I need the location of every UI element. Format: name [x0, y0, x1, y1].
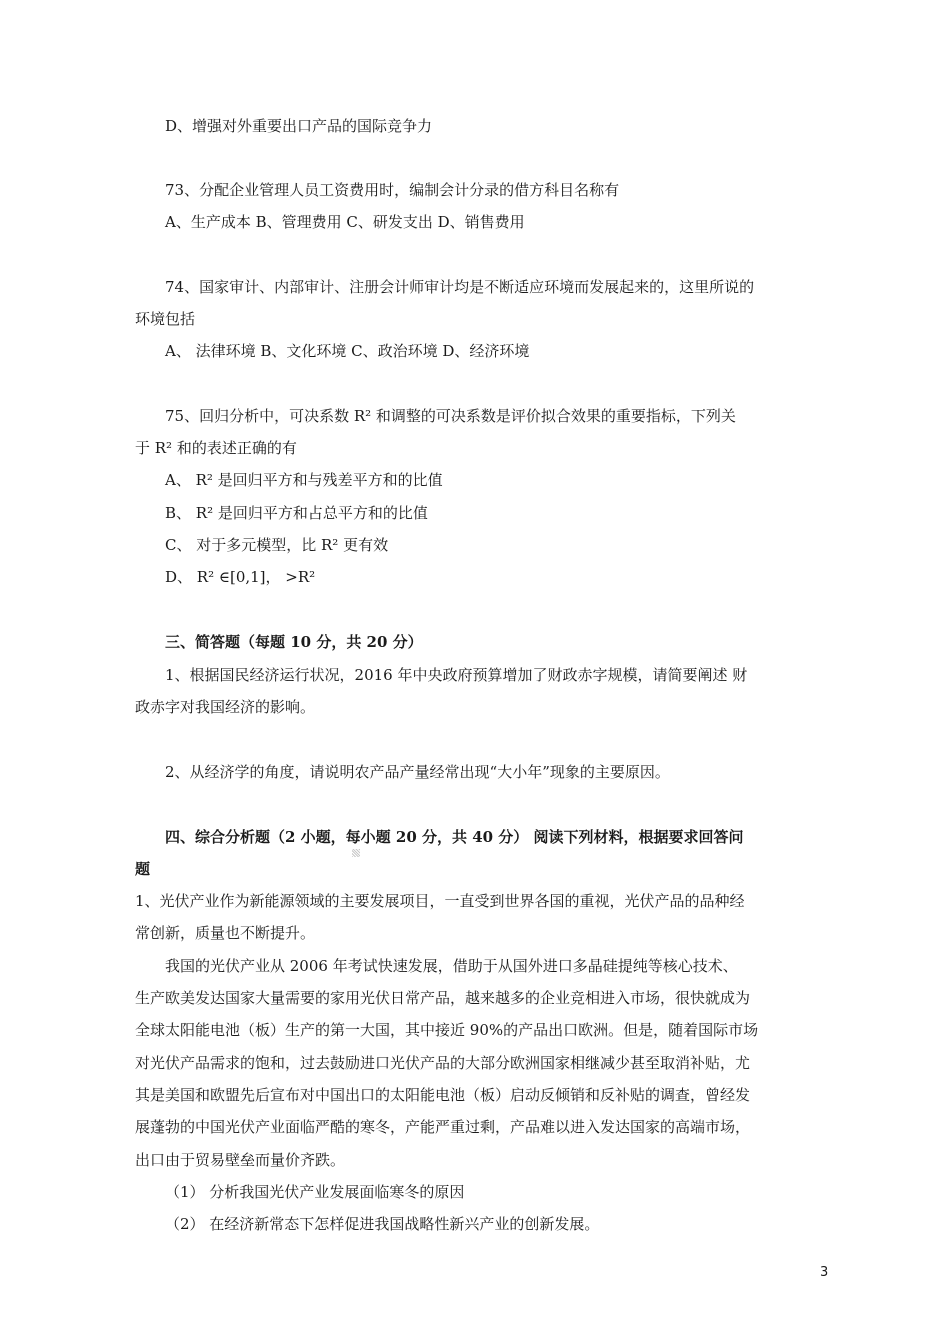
section4-title-line2: 题 [135, 860, 151, 878]
section4-material-p2-line: 我国的光伏产业从 2006 年考试快速发展，借助于从国外进口多晶硅提纯等核心技术、 [165, 957, 738, 975]
q74-options: A、 法律环境 B、文化环境 C、政治环境 D、经济环境 [165, 342, 530, 360]
section3-q2: 2、从经济学的角度，请说明农产品产量经常出现“大小年”现象的主要原因。 [165, 763, 670, 781]
q75-stem-line2: 于 R² 和的表述正确的有 [135, 439, 297, 457]
section4-material-p2-line: 全球太阳能电池（板）生产的第一大国，其中接近 90%的产品出口欧洲。但是，随着国际市场 [135, 1021, 759, 1039]
section3-q1-line1: 1、根据国民经济运行状况，2016 年中央政府预算增加了财政赤字规模，请简要阐述 财 [165, 666, 748, 684]
q73-options: A、生产成本 B、管理费用 C、研发支出 D、销售费用 [165, 213, 525, 231]
section4-title-line1: 四、综合分析题（2 小题，每小题 20 分，共 40 分） 阅读下列材料，根据要求回答问 [165, 828, 744, 846]
section4-material-p2-line: 出口由于贸易壁垒而量价齐跌。 [135, 1151, 346, 1169]
section3-q1-line2: 政赤字对我国经济的影响。 [135, 698, 316, 716]
section4-material-p1-line1: 1、光伏产业作为新能源领域的主要发展项目，一直受到世界各国的重视，光伏产品的品种经 [135, 892, 745, 910]
section4-subquestion-1: （1） 分析我国光伏产业发展面临寒冬的原因 [165, 1183, 465, 1201]
q75-option-d: D、 R² ∈[0,1]， >R² [165, 568, 316, 586]
section4-material-p2-line: 其是美国和欧盟先后宣布对中国出口的太阳能电池（板）启动反倾销和反补贴的调查，曾经发 [135, 1086, 751, 1104]
scan-artifact [352, 849, 360, 857]
q75-option-a: A、 R² 是回归平方和与残差平方和的比值 [165, 471, 443, 489]
q75-option-b: B、 R² 是回归平方和占总平方和的比值 [165, 504, 428, 522]
section4-material-p2-line: 展蓬勃的中国光伏产业面临严酷的寒冬，产能严重过剩，产品难以进入发达国家的高端市场， [135, 1118, 751, 1136]
section3-title: 三、简答题（每题 10 分，共 20 分） [165, 633, 423, 651]
page-number: 3 [820, 1265, 829, 1280]
q75-option-c: C、 对于多元模型，比 R² 更有效 [165, 536, 389, 554]
section4-material-p2-line: 对光伏产品需求的饱和，过去鼓励进口光伏产品的大部分欧洲国家相继减少甚至取消补贴，尤 [135, 1054, 751, 1072]
section4-material-p2-line: 生产欧美发达国家大量需要的家用光伏日常产品，越来越多的企业竞相进入市场，很快就成为 [135, 989, 751, 1007]
q74-stem-line2: 环境包括 [135, 310, 196, 328]
section4-subquestion-2: （2） 在经济新常态下怎样促进我国战略性新兴产业的创新发展。 [165, 1215, 600, 1233]
section4-material-p1-line2: 常创新，质量也不断提升。 [135, 924, 316, 942]
q75-stem-line1: 75、回归分析中，可决系数 R² 和调整的可决系数是评价拟合效果的重要指标，下列关 [165, 407, 736, 425]
q72-option-d: D、增强对外重要出口产品的国际竞争力 [165, 117, 433, 135]
q74-stem-line1: 74、国家审计、内部审计、注册会计师审计均是不断适应环境而发展起来的，这里所说的 [165, 278, 755, 296]
q73-stem: 73、分配企业管理人员工资费用时，编制会计分录的借方科目名称有 [165, 181, 620, 199]
